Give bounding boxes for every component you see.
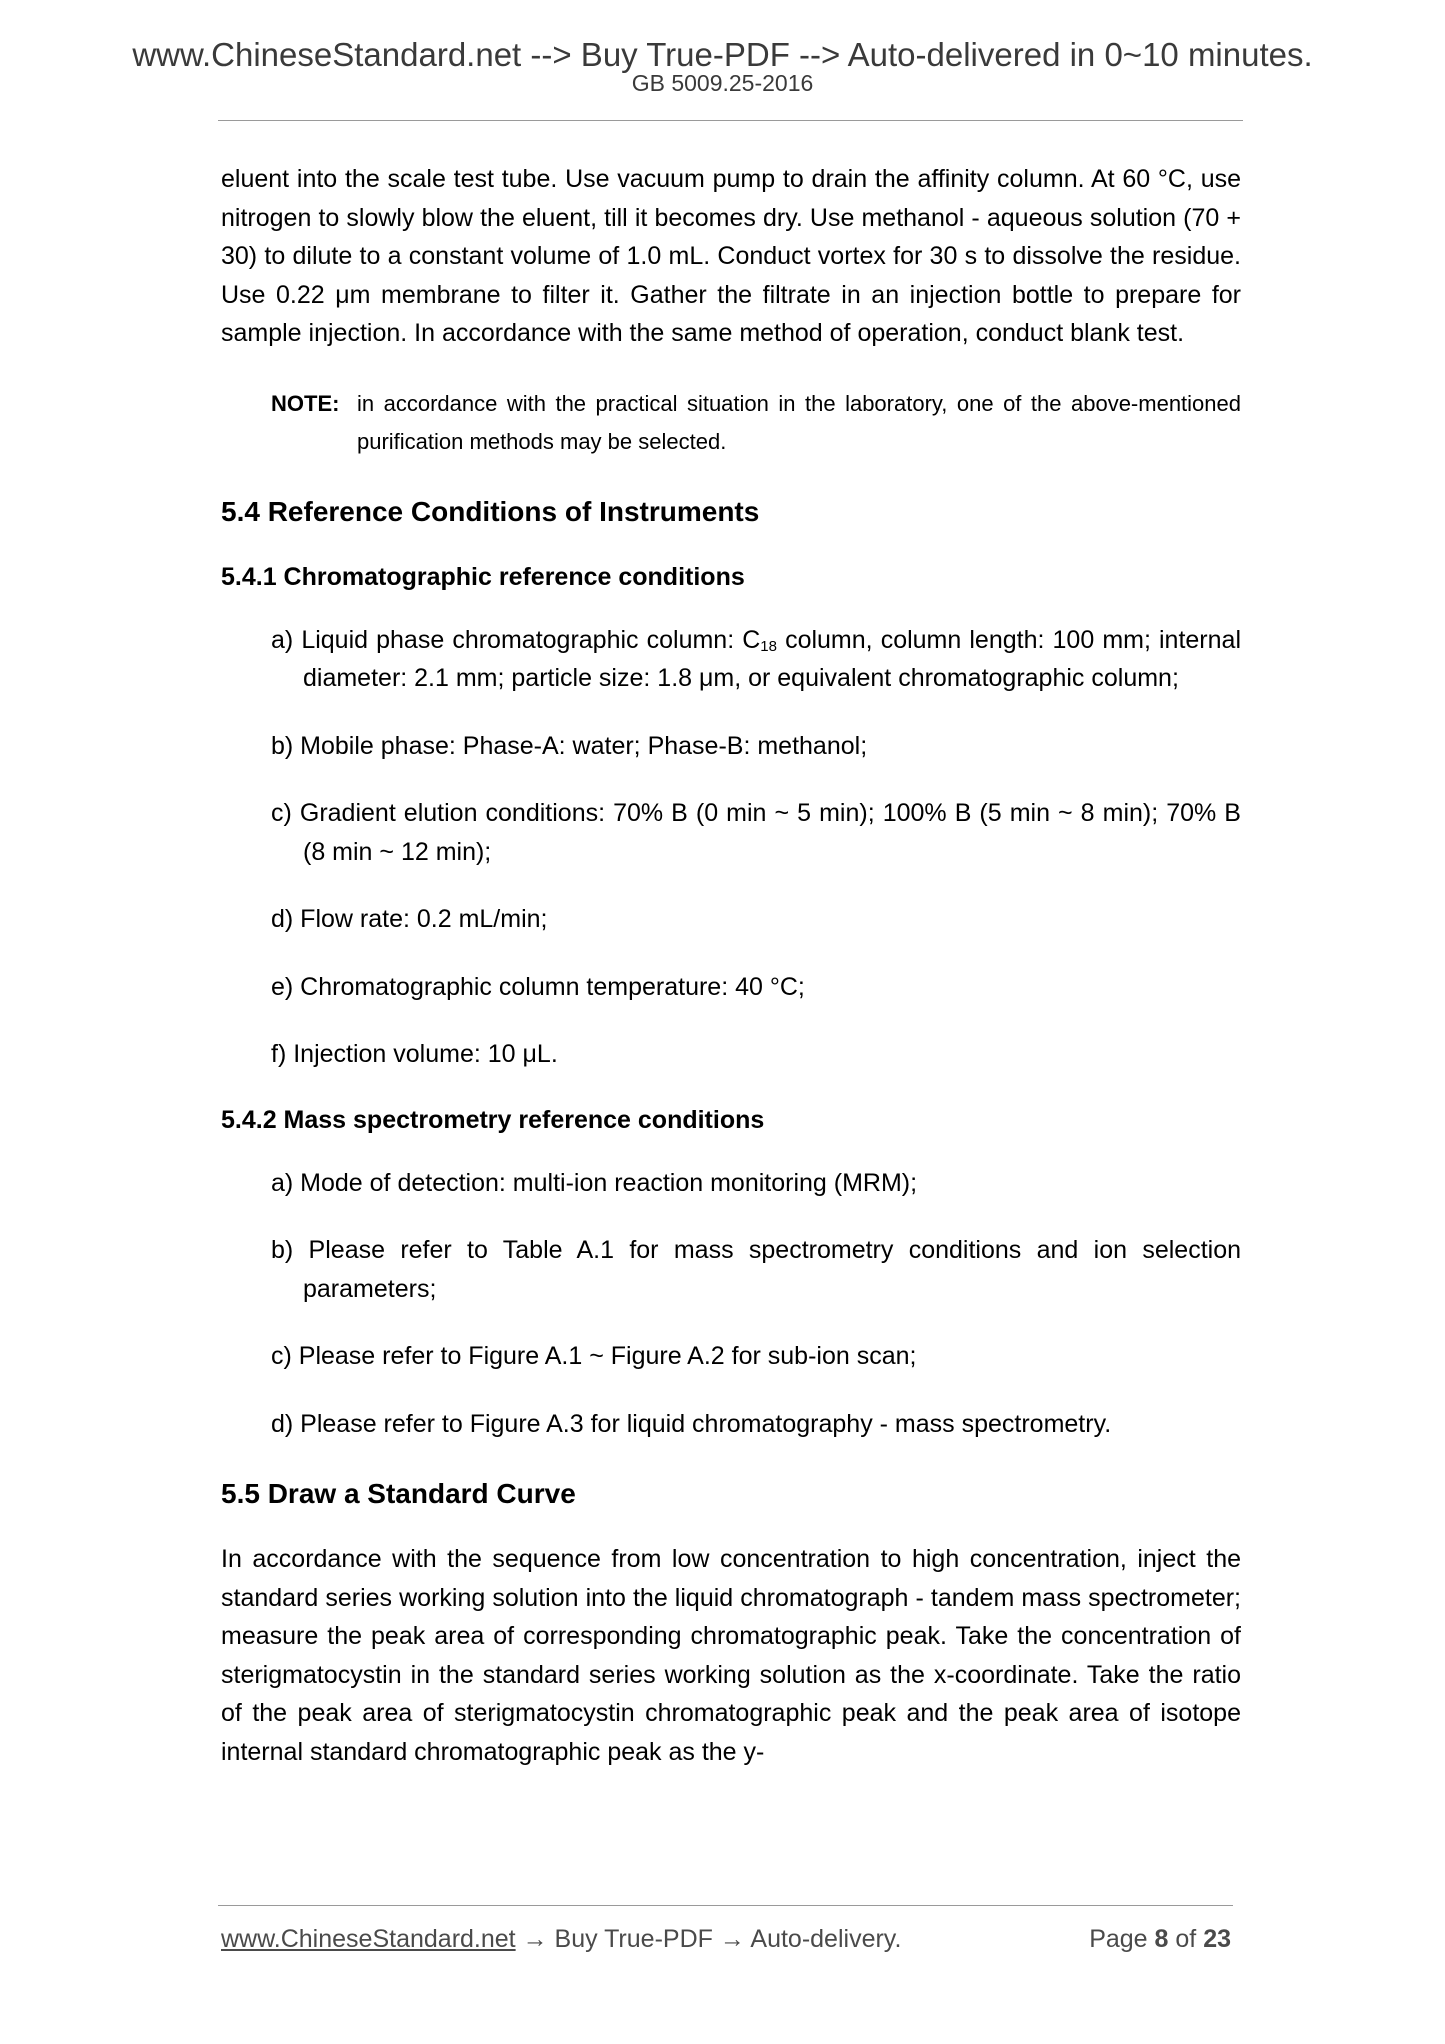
note-block xyxy=(271,385,1241,461)
footer-tagline: → Buy True-PDF → Auto-delivery. xyxy=(515,1925,902,1953)
section-5-4-1-heading: 5.4.1 Chromatographic reference conditions xyxy=(221,562,745,591)
mass-spec-item-a: a) Mode of detection: multi-ion reaction monitoring (MRM); xyxy=(271,1168,918,1197)
chromatographic-item-e: e) Chromatographic column temperature: 40 °C; xyxy=(271,972,805,1001)
c18-subscript: 18 xyxy=(760,637,777,655)
page-indicator xyxy=(1089,1922,1231,1956)
chromatographic-item-c: c) Gradient elution conditions: 70% B (0 min ~ 5 min); 100% B (5 min ~ 8 min); 70% B (8 min ~ 12 min); xyxy=(271,799,1241,866)
footer-left xyxy=(221,1922,901,1956)
item-a-text-rest: column, column length: 100 mm; internal diameter: 2.1 mm; particle size: 1.8 μm, or equivalent chromatographic column; xyxy=(303,625,1241,692)
footer-site-link[interactable]: www.ChineseStandard.net xyxy=(221,1925,516,1953)
mass-spec-item-c: c) Please refer to Figure A.1 ~ Figure A.2 for sub-ion scan; xyxy=(271,1342,917,1370)
section-5-5-heading: 5.5 Draw a Standard Curve xyxy=(221,1478,576,1509)
chromatographic-item-a xyxy=(271,621,1241,698)
mass-spec-item-d: d) Please refer to Figure A.3 for liquid chromatography - mass spectrometry. xyxy=(271,1409,1112,1438)
standard-curve-paragraph: In accordance with the sequence from low concentration to high concentration, inject the standard series working solution into the liquid chromatograph - tandem mass spectrometer; measure the peak area of corresponding chromatographic peak. Take the concentration of sterigmatocystin in the standard series working solution as the x-coordinate. Take the ratio of the peak area of sterigmatocystin chromatographic peak and the peak area of isotope internal standard chromatographic peak as the y- xyxy=(221,1545,1241,1766)
chromatographic-item-d: d) Flow rate: 0.2 mL/min; xyxy=(271,905,548,933)
page-number: 8 xyxy=(1154,1925,1169,1953)
of-word: of xyxy=(1168,1925,1204,1953)
page-total: 23 xyxy=(1203,1925,1231,1953)
item-a-text: a) Liquid phase chromatographic column: C xyxy=(271,625,761,654)
header-divider xyxy=(218,120,1243,121)
chromatographic-item-f: f) Injection volume: 10 μL. xyxy=(271,1040,558,1068)
page-body xyxy=(221,160,1241,1771)
section-5-4-2-heading: 5.4.2 Mass spectrometry reference conditions xyxy=(221,1105,765,1134)
standard-code: GB 5009.25-2016 xyxy=(631,70,814,96)
note-text: in accordance with the practical situation in the laboratory, one of the above-mentioned purification methods may be selected. xyxy=(357,390,1241,454)
site-banner: www.ChineseStandard.net --> Buy True-PDF --> Auto-delivered in 0~10 minutes. xyxy=(132,36,1313,73)
footer-divider xyxy=(218,1905,1233,1906)
page-word: Page xyxy=(1089,1925,1155,1953)
section-5-4-heading: 5.4 Reference Conditions of Instruments xyxy=(221,495,760,527)
note-label: NOTE: xyxy=(271,390,340,416)
chromatographic-item-b: b) Mobile phase: Phase-A: water; Phase-B: methanol; xyxy=(271,731,868,760)
intro-paragraph: eluent into the scale test tube. Use vacuum pump to drain the affinity column. At 60 °C, use nitrogen to slowly blow the eluent, till it becomes dry. Use methanol - aqueous solution (70 + 30) to dilute to a constant volume of 1.0 mL. Conduct vortex for 30 s to dissolve the residue. Use 0.22 μm membrane to filter it. Gather the filtrate in an injection bottle to prepare for sample injection. In accordance with the same method of operation, conduct blank test. xyxy=(221,165,1241,347)
mass-spec-item-b: b) Please refer to Table A.1 for mass spectrometry conditions and ion selection parameters; xyxy=(271,1236,1241,1303)
